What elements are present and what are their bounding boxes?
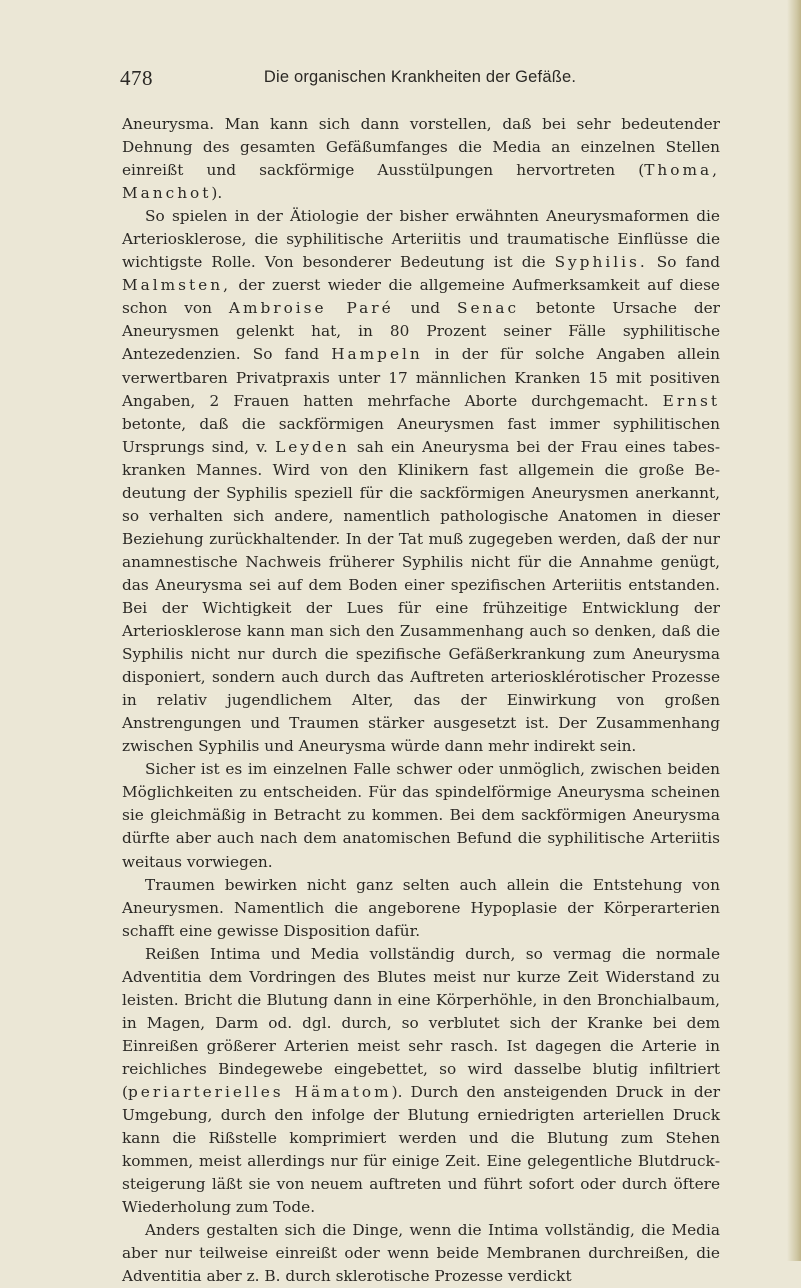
body-text: [122, 113, 720, 1288]
spaced-name: periarterielles Hämatom: [127, 1082, 392, 1101]
text-run: So fand: [647, 253, 721, 272]
spaced-name: Ambroise Paré: [228, 299, 394, 318]
spaced-name: Leyden: [275, 437, 350, 456]
spaced-name: Ernst: [662, 391, 720, 410]
page-header: [120, 66, 720, 92]
text-run: und: [393, 299, 458, 318]
text-run: betonte, daß die sackförmigen Aneurysmen fast immer syphilitischen Ursprungs sind, v.: [122, 414, 720, 456]
text-run: Aneurysma. Man kann sich dann vorstellen, daß bei sehr bedeutender Dehnung des gesamten Gefäßumfanges die Media an einzelnen Stellen einreißt und sackförmige Ausstülpungen hervortreten (: [122, 115, 720, 180]
text-run: So spielen in der Ätiologie der bisher erwähnten Aneurysmaformen die Arteriosklerose, die syphilitische Arteriitis und traumatische Einflüsse die wichtigste Rolle. Von besonderer Bedeutung ist die: [122, 207, 720, 272]
spaced-name: Thoma,: [644, 161, 720, 180]
text-run: Traumen bewirken nicht ganz selten auch allein die Entstehung von Aneurysmen. Namentlich die angeborene Hypoplasie der Körperarterien schafft eine gewisse Disposition dafür.: [122, 875, 720, 940]
page-number: 478: [120, 66, 153, 90]
paragraph: [122, 943, 720, 1220]
spaced-name: Syphilis.: [554, 253, 648, 272]
text-run: ). Durch den ansteigenden Druck in der Umgebung, durch den infolge der Blutung erniedrigten arteriellen Druck kann die Rißstelle komprimiert werden und die Blutung zum Stehen kommen, meist allerdings nur für einige Zeit. Eine gelegentliche Blutdrucksteigerung läßt sie von neuem auftreten und führt sofort oder durch öftere Wiederholung zum Tode.: [122, 1082, 721, 1217]
text-run: Anders gestalten sich die Dinge, wenn die Intima vollständig, die Media aber nur teilweise einreißt oder wenn beide Membranen durchreißen, die Adventitia aber z. B. durch sklerotische Prozesse verdickt: [122, 1221, 720, 1286]
text-run: Reißen Intima und Media vollständig durch, so vermag die normale Adventitia dem Vordringen des Blutes meist nur kurze Zeit Widerstand zu leisten. Bricht die Blutung dann in eine Körperhöhle, in den Bronchialbaum, in Magen, Darm od. dgl. durch, so verblutet sich der Kranke bei dem Einreißen größerer Arterien meist sehr rasch. Ist dagegen die Arterie in reichliches Bindegewebe eingebettet, so wird dasselbe blutig infiltriert (: [122, 944, 720, 1101]
spaced-name: Malmsten,: [122, 276, 231, 295]
paragraph: [122, 113, 720, 205]
paragraph: [122, 1219, 720, 1288]
paragraph: [122, 874, 720, 943]
spaced-name: Senac: [457, 299, 520, 318]
text-run: betonte Ursache der Aneurysmen gelenkt hat, in 80 Prozent seiner Fälle syphilitische Antezedenzien. So fand: [122, 299, 720, 364]
text-run: Sicher ist es im einzelnen Falle schwer oder unmöglich, zwischen beiden Möglichkeiten zu entscheiden. Für das spindelförmige Aneurysma scheinen sie gleichmäßig in Betracht zu kommen. Bei dem sackförmigen Aneurysma dürfte aber auch nach dem anatomischen Befund die syphilitische Arteriitis weitaus vorwiegen.: [122, 760, 720, 871]
text-run: der zuerst wieder die allgemeine Aufmerksamkeit auf diese schon von: [122, 276, 720, 318]
spaced-name: Manchot: [122, 184, 212, 203]
page-edge-shadow: [787, 0, 801, 1261]
text-run: ).: [211, 184, 223, 203]
text-run: sah ein Aneurysma bei der Frau eines tabeskranken Mannes. Wird von den Klinikern fast allgemein die große Bedeutung der Syphilis speziell für die sackförmigen Aneurysmen anerkannt, so verhalten sich andere, namentlich pathologische Anatomen in dieser Beziehung zurückhaltender. In der Tat muß zugegeben werden, daß der nur anamnestische Nachweis früherer Syphilis nicht für die Annahme genügt, das Aneurysma sei auf dem Boden einer spezifischen Arteriitis entstanden. Bei der Wichtigkeit der Lues für eine frühzeitige Entwicklung der Arteriosklerose kann man sich den Zusammenhang auch so denken, daß die Syphilis nicht nur durch die spezifische Gefäßerkrankung zum Aneurysma disponiert, sondern auch durch das Auftreten arteriosklérotischer Prozesse in relativ jugendlichem Alter, das der Einwirkung von großen Anstrengungen und Traumen stärker ausgesetzt ist. Der Zusammenhang zwischen Syphilis und Aneurysma würde dann mehr indirekt sein.: [122, 437, 720, 756]
paragraph: [122, 758, 720, 873]
spaced-name: Hampeln: [331, 345, 423, 364]
text-run: in der für solche Angaben allein verwertbaren Privatpraxis unter 17 männlichen Kranken 15 mit positiven Angaben, 2 Frauen hatten mehrfache Aborte durchgemacht.: [122, 345, 720, 410]
paragraph: [122, 205, 720, 758]
running-title: Die organischen Krankheiten der Gefäße.: [263, 68, 577, 86]
